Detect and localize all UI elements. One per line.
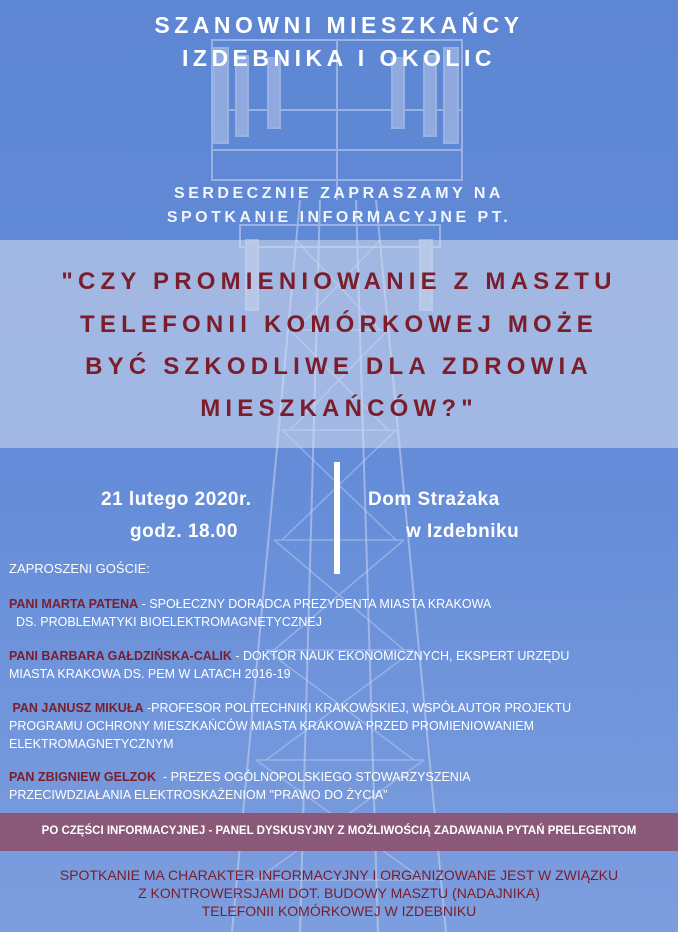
guest-item (9, 768, 674, 804)
question-line-1: "CZY PROMIENIOWANIE Z MASZTU (61, 268, 617, 295)
guests-heading: ZAPROSZENI GOŚCIE: (9, 561, 150, 576)
footer-line-3: TELEFONII KOMÓRKOWEJ W IZDEBNIKU (201, 903, 477, 919)
panel-banner-text: PO CZĘŚCI INFORMACYJNEJ - PANEL DYSKUSYJNY Z MOŻLIWOŚCIĄ ZADAWANIA PYTAŃ PRELEGENTOM (41, 825, 637, 837)
header-line-2: IZDEBNIKA I OKOLIC (182, 45, 496, 71)
question-line-2: TELEFONII KOMÓRKOWEJ MOŻE (80, 311, 598, 338)
header-line-1: SZANOWNI MIESZKAŃCY (154, 12, 524, 38)
guest-description: - PREZES OGÓLNOPOLSKIEGO STOWARZYSZENIA (156, 770, 471, 784)
question-line-3: BYĆ SZKODLIWE DLA ZDROWIA (85, 353, 593, 380)
guest-name: PAN JANUSZ MIKUŁA (9, 701, 144, 715)
guest-description: - DOKTOR NAUK EKONOMICZNYCH, EKSPERT URZĘDU (231, 649, 570, 663)
question-line-4: MIESZKAŃCÓW?" (200, 395, 478, 422)
event-time: godz. 18.00 (130, 521, 238, 542)
event-date: 21 lutego 2020r. (101, 489, 252, 510)
event-divider (334, 462, 340, 574)
guest-item (9, 647, 674, 683)
event-place-village: w Izdebniku (406, 521, 520, 542)
guest-name: PANI BARBARA GAŁDZIŃSKA-CALIK (9, 649, 232, 663)
guest-description-cont: DS. PROBLEMATYKI BIOELEKTROMAGNETYCZNEJ (9, 615, 323, 629)
guest-name: PAN ZBIGNIEW GELZOK (9, 770, 156, 784)
guest-description: - SPOŁECZNY DORADCA PREZYDENTA MIASTA KRAKOWA (138, 597, 492, 611)
event-place: Dom Strażaka (368, 489, 500, 510)
footer-line-2: Z KONTROWERSJAMI DOT. BUDOWY MASZTU (NADAJNIKA) (138, 885, 540, 901)
footer-line-1: SPOTKANIE MA CHARAKTER INFORMACYJNY I ORGANIZOWANE JEST W ZWIĄZKU (59, 867, 619, 883)
invite-line-2: SPOTKANIE INFORMACYJNE PT. (166, 209, 512, 226)
guest-description-cont: PROGRAMU OCHRONY MIESZKAŃCÓW MIASTA KRAKOWA PRZED PROMIENIOWANIEM (9, 719, 535, 733)
invite-line-1: SERDECZNIE ZAPRASZAMY NA (174, 185, 504, 202)
guest-description-cont: PRZECIWDZIAŁANIA ELEKTROSKAŻENIOM "PRAWO DO ŻYCIA" (9, 788, 388, 802)
footer-note (0, 866, 678, 920)
guest-description-cont: ELEKTROMAGNETYCZNYM (9, 737, 174, 751)
guest-description-cont: MIASTA KRAKOWA DS. PEM W LATACH 2016-19 (9, 667, 291, 681)
guest-item (9, 595, 674, 631)
guest-description: -PROFESOR POLITECHNIKI KRAKOWSKIEJ, WSPÓŁAUTOR PROJEKTU (143, 701, 572, 715)
guest-name: PANI MARTA PATENA (9, 597, 139, 611)
guest-item (9, 699, 674, 753)
